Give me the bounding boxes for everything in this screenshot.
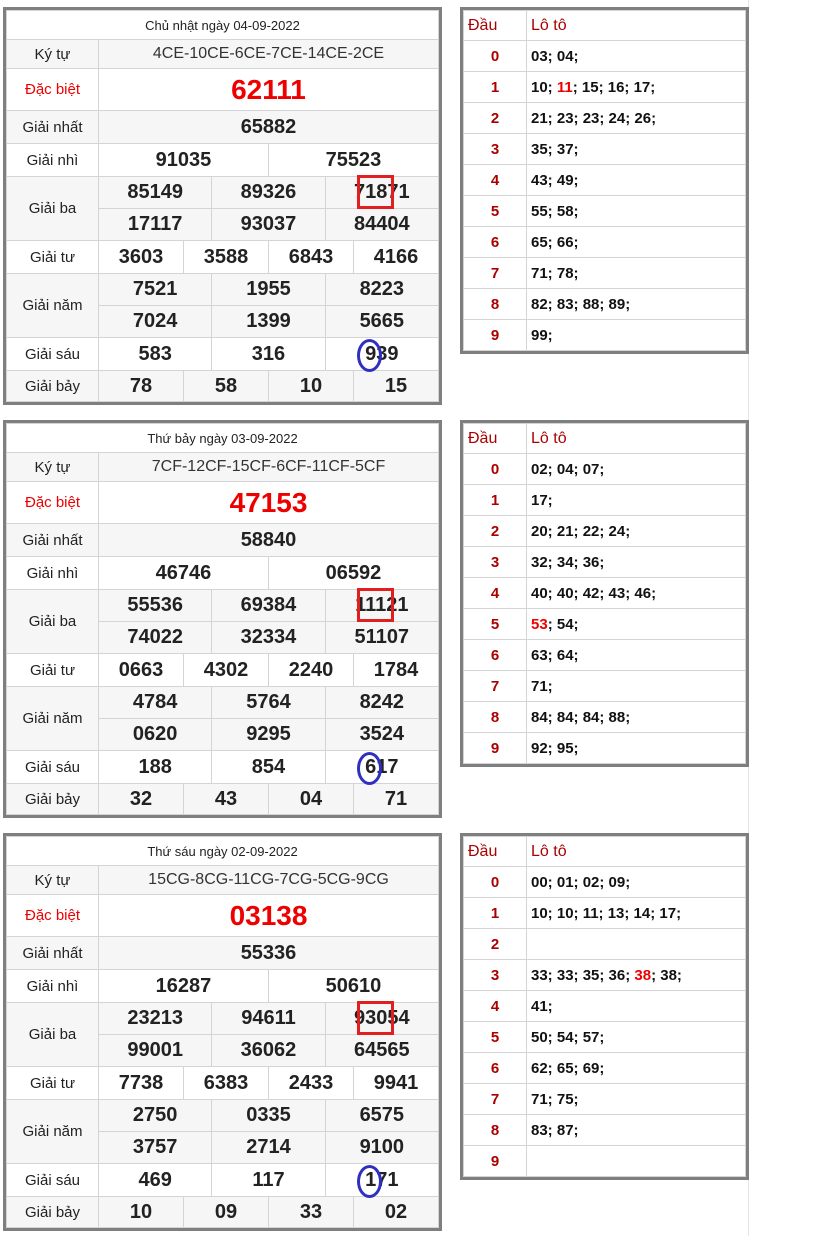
third-prize: 51107 bbox=[325, 622, 438, 654]
loto-head-digit: 1 bbox=[464, 898, 527, 929]
loto-numbers-text: 10; bbox=[531, 78, 557, 96]
fourth-prize: 2240 bbox=[268, 654, 353, 687]
fifth-prize: 6575 bbox=[325, 1100, 438, 1132]
fourth-prize: 3603 bbox=[99, 241, 184, 274]
loto-head-digit: 4 bbox=[464, 165, 527, 196]
loto-numbers-text: 84; 84; 84; 88; bbox=[531, 708, 631, 726]
second-prize: 16287 bbox=[99, 970, 269, 1003]
label-dac-biet: Đặc biệt bbox=[7, 895, 99, 937]
fourth-prize: 4166 bbox=[353, 241, 438, 274]
loto-numbers-text: 40; 40; 42; 43; 46; bbox=[531, 584, 657, 602]
loto-head-digit: 8 bbox=[464, 702, 527, 733]
seventh-prize: 33 bbox=[268, 1197, 353, 1228]
loto-numbers-text: 20; 21; 22; 24; bbox=[531, 522, 631, 540]
label-dac-biet: Đặc biệt bbox=[7, 482, 99, 524]
loto-head-digit: 3 bbox=[464, 134, 527, 165]
loto-numbers-text: 21; 23; 23; 24; 26; bbox=[531, 109, 657, 127]
loto-numbers-text: 43; 49; bbox=[531, 171, 579, 189]
loto-numbers-text: 03; 04; bbox=[531, 47, 579, 65]
loto-numbers bbox=[527, 134, 746, 165]
fourth-prize: 0663 bbox=[99, 654, 184, 687]
loto-numbers-text: 82; 83; 88; 89; bbox=[531, 295, 631, 313]
loto-numbers bbox=[527, 1146, 746, 1177]
label-giai-tu: Giải tư bbox=[7, 241, 99, 274]
loto-head-digit: 9 bbox=[464, 320, 527, 351]
loto-table bbox=[460, 7, 749, 354]
loto-numbers-text: 17; bbox=[531, 491, 553, 509]
loto-numbers bbox=[527, 671, 746, 702]
loto-numbers bbox=[527, 960, 746, 991]
loto-head-digit: 7 bbox=[464, 671, 527, 702]
third-prize: 84404 bbox=[325, 209, 438, 241]
loto-special-number: 11 bbox=[556, 78, 573, 96]
loto-numbers bbox=[527, 898, 746, 929]
loto-head-digit: 2 bbox=[464, 103, 527, 134]
second-prize: 50610 bbox=[268, 970, 438, 1003]
highlight-box-red bbox=[357, 175, 394, 209]
sixth-prize: 117 bbox=[212, 1164, 325, 1197]
loto-numbers bbox=[527, 867, 746, 898]
seventh-prize: 58 bbox=[183, 371, 268, 402]
label-ky-tu: Ký tự bbox=[7, 453, 99, 482]
fifth-prize: 9100 bbox=[325, 1132, 438, 1164]
label-giai-bay: Giải bảy bbox=[7, 371, 99, 402]
sixth-prize: 617 bbox=[325, 751, 438, 784]
loto-special-number: 53 bbox=[531, 615, 548, 633]
loto-numbers bbox=[527, 516, 746, 547]
loto-numbers bbox=[527, 578, 746, 609]
fourth-prize: 2433 bbox=[268, 1067, 353, 1100]
loto-head-digit: 6 bbox=[464, 640, 527, 671]
fifth-prize: 7024 bbox=[99, 306, 212, 338]
seventh-prize: 71 bbox=[353, 784, 438, 815]
second-prize: 46746 bbox=[99, 557, 269, 590]
loto-numbers-text: 02; 04; 07; bbox=[531, 460, 605, 478]
loto-numbers bbox=[527, 1084, 746, 1115]
loto-numbers-text: ; 15; 16; 17; bbox=[572, 78, 656, 96]
sixth-prize: 854 bbox=[212, 751, 325, 784]
loto-numbers bbox=[527, 72, 746, 103]
loto-head-digit: 5 bbox=[464, 1022, 527, 1053]
third-prize: 36062 bbox=[212, 1035, 325, 1067]
fifth-prize: 5665 bbox=[325, 306, 438, 338]
sixth-prize: 469 bbox=[99, 1164, 212, 1197]
loto-numbers-text: 33; 33; 35; 36; bbox=[531, 966, 635, 984]
loto-numbers bbox=[527, 258, 746, 289]
loto-numbers-text: 71; 75; bbox=[531, 1090, 579, 1108]
label-giai-nhi: Giải nhì bbox=[7, 970, 99, 1003]
label-giai-nhat: Giải nhất bbox=[7, 937, 99, 970]
seventh-prize: 43 bbox=[183, 784, 268, 815]
seventh-prize: 10 bbox=[268, 371, 353, 402]
label-giai-bay: Giải bảy bbox=[7, 784, 99, 815]
loto-numbers-text: 83; 87; bbox=[531, 1121, 579, 1139]
loto-numbers bbox=[527, 103, 746, 134]
label-giai-nhi: Giải nhì bbox=[7, 557, 99, 590]
label-giai-ba: Giải ba bbox=[7, 590, 99, 654]
loto-numbers-text: ; 38; bbox=[651, 966, 682, 984]
fifth-prize: 3524 bbox=[325, 719, 438, 751]
fourth-prize: 6843 bbox=[268, 241, 353, 274]
third-prize: 55536 bbox=[99, 590, 212, 622]
fourth-prize: 6383 bbox=[183, 1067, 268, 1100]
loto-numbers bbox=[527, 733, 746, 764]
label-ky-tu: Ký tự bbox=[7, 40, 99, 69]
loto-numbers bbox=[527, 41, 746, 72]
fifth-prize: 2750 bbox=[99, 1100, 212, 1132]
seventh-prize: 15 bbox=[353, 371, 438, 402]
sixth-prize: 583 bbox=[99, 338, 212, 371]
label-giai-ba: Giải ba bbox=[7, 1003, 99, 1067]
label-giai-tu: Giải tư bbox=[7, 654, 99, 687]
label-giai-nam: Giải năm bbox=[7, 687, 99, 751]
loto-numbers bbox=[527, 289, 746, 320]
fifth-prize: 1399 bbox=[212, 306, 325, 338]
seventh-prize: 04 bbox=[268, 784, 353, 815]
loto-head-digit: 3 bbox=[464, 960, 527, 991]
label-giai-nam: Giải năm bbox=[7, 1100, 99, 1164]
loto-numbers-text: 32; 34; 36; bbox=[531, 553, 605, 571]
fifth-prize: 0335 bbox=[212, 1100, 325, 1132]
label-giai-tu: Giải tư bbox=[7, 1067, 99, 1100]
loto-numbers-text: 35; 37; bbox=[531, 140, 579, 158]
third-prize: 85149 bbox=[99, 177, 212, 209]
label-dac-biet: Đặc biệt bbox=[7, 69, 99, 111]
second-prize: 06592 bbox=[268, 557, 438, 590]
loto-numbers bbox=[527, 227, 746, 258]
loto-numbers-text: 92; 95; bbox=[531, 739, 579, 757]
third-prize: 93037 bbox=[212, 209, 325, 241]
loto-head-digit: 0 bbox=[464, 454, 527, 485]
fifth-prize: 9295 bbox=[212, 719, 325, 751]
loto-numbers-text: 55; 58; bbox=[531, 202, 579, 220]
loto-numbers bbox=[527, 547, 746, 578]
sixth-prize: 316 bbox=[212, 338, 325, 371]
seventh-prize: 09 bbox=[183, 1197, 268, 1228]
fifth-prize: 4784 bbox=[99, 687, 212, 719]
loto-head-digit: 1 bbox=[464, 72, 527, 103]
fourth-prize: 4302 bbox=[183, 654, 268, 687]
highlight-circle-blue bbox=[357, 339, 382, 372]
highlight-circle-blue bbox=[357, 752, 382, 785]
loto-head-digit: 9 bbox=[464, 1146, 527, 1177]
loto-numbers-text: 65; 66; bbox=[531, 233, 579, 251]
third-prize: 94611 bbox=[212, 1003, 325, 1035]
loto-head-digit: 1 bbox=[464, 485, 527, 516]
label-giai-sau: Giải sáu bbox=[7, 1164, 99, 1197]
first-prize: 58840 bbox=[99, 524, 439, 557]
third-prize: 69384 bbox=[212, 590, 325, 622]
loto-head-digit: 7 bbox=[464, 258, 527, 289]
third-prize: 32334 bbox=[212, 622, 325, 654]
fifth-prize: 5764 bbox=[212, 687, 325, 719]
loto-numbers-text: 71; 78; bbox=[531, 264, 579, 282]
label-giai-ba: Giải ba bbox=[7, 177, 99, 241]
fifth-prize: 0620 bbox=[99, 719, 212, 751]
loto-head-digit: 5 bbox=[464, 609, 527, 640]
loto-numbers bbox=[527, 991, 746, 1022]
fifth-prize: 7521 bbox=[99, 274, 212, 306]
loto-head-digit: 6 bbox=[464, 1053, 527, 1084]
loto-table bbox=[460, 833, 749, 1180]
loto-numbers-text: 50; 54; 57; bbox=[531, 1028, 605, 1046]
loto-head-digit: 8 bbox=[464, 1115, 527, 1146]
loto-numbers-text: ; 54; bbox=[547, 615, 579, 633]
loto-head-digit: 4 bbox=[464, 991, 527, 1022]
loto-head-digit: 9 bbox=[464, 733, 527, 764]
loto-numbers bbox=[527, 1053, 746, 1084]
loto-head-digit: 5 bbox=[464, 196, 527, 227]
third-prize: 93054 bbox=[325, 1003, 438, 1035]
seventh-prize: 02 bbox=[353, 1197, 438, 1228]
fifth-prize: 2714 bbox=[212, 1132, 325, 1164]
first-prize: 55336 bbox=[99, 937, 439, 970]
draw-date-title: Chủ nhật ngày 04-09-2022 bbox=[7, 11, 439, 40]
label-ky-tu: Ký tự bbox=[7, 866, 99, 895]
loto-header-dau: Đầu bbox=[464, 11, 527, 41]
loto-table bbox=[460, 420, 749, 767]
third-prize: 11121 bbox=[325, 590, 438, 622]
loto-numbers bbox=[527, 929, 746, 960]
label-giai-bay: Giải bảy bbox=[7, 1197, 99, 1228]
loto-numbers bbox=[527, 165, 746, 196]
seventh-prize: 32 bbox=[99, 784, 184, 815]
loto-numbers-text: 99; bbox=[531, 326, 553, 344]
fifth-prize: 8242 bbox=[325, 687, 438, 719]
loto-numbers-text: 41; bbox=[531, 997, 553, 1015]
loto-head-digit: 3 bbox=[464, 547, 527, 578]
label-giai-nam: Giải năm bbox=[7, 274, 99, 338]
highlight-box-red bbox=[357, 588, 394, 622]
sixth-prize: 939 bbox=[325, 338, 438, 371]
loto-header-dau: Đầu bbox=[464, 424, 527, 454]
loto-numbers-text: 71; bbox=[531, 677, 553, 695]
highlight-circle-blue bbox=[357, 1165, 382, 1198]
seventh-prize: 10 bbox=[99, 1197, 184, 1228]
fifth-prize: 8223 bbox=[325, 274, 438, 306]
first-prize: 65882 bbox=[99, 111, 439, 144]
loto-header-loto: Lô tô bbox=[527, 837, 746, 867]
third-prize: 23213 bbox=[99, 1003, 212, 1035]
label-giai-nhat: Giải nhất bbox=[7, 111, 99, 144]
loto-numbers bbox=[527, 702, 746, 733]
second-prize: 75523 bbox=[268, 144, 438, 177]
special-prize: 47153 bbox=[99, 482, 439, 524]
loto-numbers-text: 62; 65; 69; bbox=[531, 1059, 605, 1077]
special-prize: 03138 bbox=[99, 895, 439, 937]
second-prize: 91035 bbox=[99, 144, 269, 177]
sixth-prize: 171 bbox=[325, 1164, 438, 1197]
loto-head-digit: 0 bbox=[464, 41, 527, 72]
loto-head-digit: 7 bbox=[464, 1084, 527, 1115]
label-giai-sau: Giải sáu bbox=[7, 751, 99, 784]
loto-header-loto: Lô tô bbox=[527, 11, 746, 41]
ky-tu-codes: 15CG-8CG-11CG-7CG-5CG-9CG bbox=[99, 866, 439, 895]
loto-numbers bbox=[527, 1115, 746, 1146]
fourth-prize: 7738 bbox=[99, 1067, 184, 1100]
special-prize: 62111 bbox=[99, 69, 439, 111]
loto-head-digit: 6 bbox=[464, 227, 527, 258]
third-prize: 89326 bbox=[212, 177, 325, 209]
third-prize: 74022 bbox=[99, 622, 212, 654]
loto-head-digit: 4 bbox=[464, 578, 527, 609]
loto-numbers bbox=[527, 609, 746, 640]
loto-numbers bbox=[527, 320, 746, 351]
label-giai-sau: Giải sáu bbox=[7, 338, 99, 371]
third-prize: 99001 bbox=[99, 1035, 212, 1067]
loto-head-digit: 0 bbox=[464, 867, 527, 898]
loto-numbers-text: 10; 10; 11; 13; 14; 17; bbox=[531, 904, 682, 922]
loto-head-digit: 2 bbox=[464, 516, 527, 547]
fourth-prize: 9941 bbox=[353, 1067, 438, 1100]
loto-special-number: 38 bbox=[634, 966, 652, 984]
loto-numbers-text: 00; 01; 02; 09; bbox=[531, 873, 631, 891]
third-prize: 17117 bbox=[99, 209, 212, 241]
loto-numbers bbox=[527, 485, 746, 516]
draw-date-title: Thứ bảy ngày 03-09-2022 bbox=[7, 424, 439, 453]
fifth-prize: 1955 bbox=[212, 274, 325, 306]
ky-tu-codes: 7CF-12CF-15CF-6CF-11CF-5CF bbox=[99, 453, 439, 482]
loto-numbers bbox=[527, 196, 746, 227]
highlight-box-red bbox=[357, 1001, 394, 1035]
loto-numbers bbox=[527, 640, 746, 671]
loto-numbers bbox=[527, 454, 746, 485]
label-giai-nhat: Giải nhất bbox=[7, 524, 99, 557]
loto-header-loto: Lô tô bbox=[527, 424, 746, 454]
ky-tu-codes: 4CE-10CE-6CE-7CE-14CE-2CE bbox=[99, 40, 439, 69]
draw-date-title: Thứ sáu ngày 02-09-2022 bbox=[7, 837, 439, 866]
fourth-prize: 3588 bbox=[183, 241, 268, 274]
loto-header-dau: Đầu bbox=[464, 837, 527, 867]
fifth-prize: 3757 bbox=[99, 1132, 212, 1164]
sixth-prize: 188 bbox=[99, 751, 212, 784]
label-giai-nhi: Giải nhì bbox=[7, 144, 99, 177]
loto-head-digit: 8 bbox=[464, 289, 527, 320]
seventh-prize: 78 bbox=[99, 371, 184, 402]
third-prize: 64565 bbox=[325, 1035, 438, 1067]
third-prize: 71871 bbox=[325, 177, 438, 209]
loto-numbers bbox=[527, 1022, 746, 1053]
loto-head-digit: 2 bbox=[464, 929, 527, 960]
fourth-prize: 1784 bbox=[353, 654, 438, 687]
loto-numbers-text: 63; 64; bbox=[531, 646, 579, 664]
